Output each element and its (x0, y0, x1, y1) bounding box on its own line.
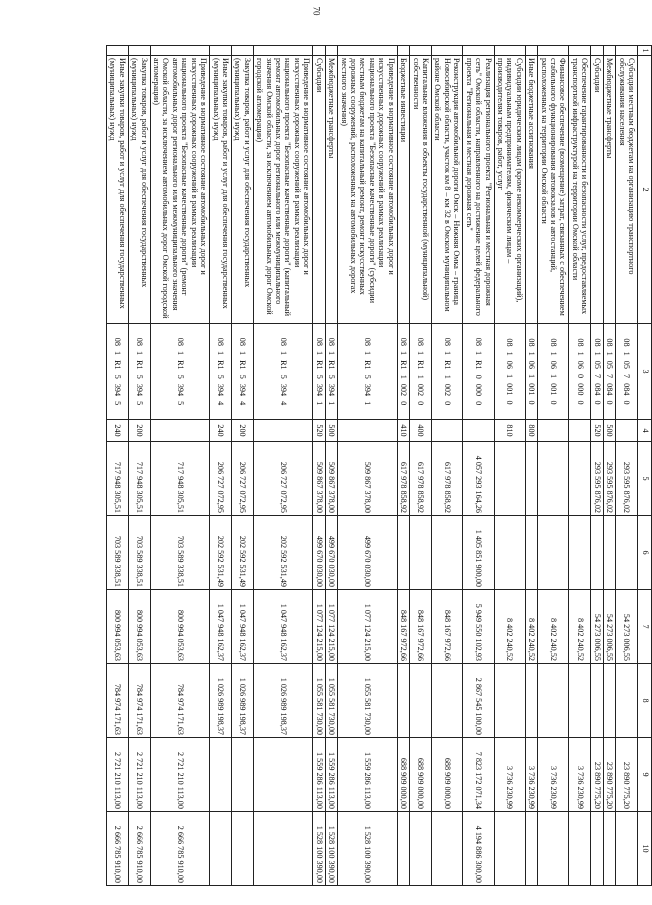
row-c4 (150, 420, 210, 442)
table-row (150, 46, 210, 886)
row-c10 (591, 812, 603, 886)
row-name: Обеспечение гарантированности и безопасности услуг, предоставляемых транспортной инфраструктурой на территории Омской области (569, 56, 591, 324)
col-num-5: 5 (638, 442, 652, 516)
col-num-3: 3 (638, 324, 652, 420)
row-c5: 293 595 876,02 (616, 442, 638, 516)
page-number: 70 (311, 6, 322, 16)
row-c5 (538, 442, 569, 516)
row-c9: 23 890 775,20 (591, 738, 603, 812)
row-c7: 1 047 948 162,37 (210, 590, 232, 664)
row-name: Межбюджетные трансферты (325, 56, 337, 324)
col-num-8: 8 (638, 664, 652, 738)
row-c10 (494, 812, 525, 886)
first-cell (616, 46, 638, 56)
row-c4 (463, 420, 494, 442)
row-c6: 202 592 531,49 (253, 516, 313, 590)
row-c7: 800 994 053,63 (128, 590, 150, 664)
row-c5: 717 948 305,51 (106, 442, 128, 516)
first-cell (538, 46, 569, 56)
first-cell (463, 46, 494, 56)
row-c8: 1 026 989 198,37 (253, 664, 313, 738)
row-c7: 8 402 240,52 (494, 590, 525, 664)
row-c8: 784 974 171,63 (106, 664, 128, 738)
row-c5: 206 727 072,95 (253, 442, 313, 516)
row-c9 (231, 738, 253, 812)
row-code: 08 1 05 7 084 0 (603, 324, 615, 420)
row-c4: 520 (313, 420, 325, 442)
row-c6: 202 592 531,49 (210, 516, 232, 590)
row-c8: 1 055 581 730,00 (313, 664, 325, 738)
row-c9: 2 721 210 113,00 (150, 738, 210, 812)
row-code: 08 1 R1 1 002 0 (397, 324, 409, 420)
row-c4: 810 (494, 420, 525, 442)
table-row (253, 46, 313, 886)
col-num-7: 7 (638, 590, 652, 664)
row-c4: 240 (106, 420, 128, 442)
row-c7: 848 167 972,66 (397, 590, 409, 664)
row-c10 (253, 812, 313, 886)
table-row (538, 46, 569, 886)
row-c6: 499 670 030,00 (325, 516, 337, 590)
row-c7: 800 994 053,63 (106, 590, 128, 664)
row-c4: 200 (231, 420, 253, 442)
row-code: 08 1 06 0 000 0 (569, 324, 591, 420)
row-name: Субсидии (313, 56, 325, 324)
row-c8: 1 026 989 198,37 (231, 664, 253, 738)
first-cell (106, 46, 128, 56)
row-c9: 3 736 230,99 (494, 738, 525, 812)
row-name: Иные бюджетные ассигнования (525, 56, 537, 324)
row-c7: 8 402 240,52 (569, 590, 591, 664)
table-row (231, 46, 253, 886)
row-c7: 1 077 124 215,00 (325, 590, 337, 664)
row-code: 08 1 R1 5 394 4 (231, 324, 253, 420)
row-c10 (231, 812, 253, 886)
row-c8 (591, 664, 603, 738)
row-code: 08 1 R1 5 394 1 (325, 324, 337, 420)
row-c6: 1 405 851 900,00 (463, 516, 494, 590)
row-c5: 206 727 072,95 (210, 442, 232, 516)
row-c4: 500 (603, 420, 615, 442)
row-c5 (569, 442, 591, 516)
row-c9: 23 890 775,20 (603, 738, 615, 812)
row-c9: 688 909 000,00 (410, 738, 432, 812)
row-c5: 717 948 305,51 (128, 442, 150, 516)
row-c8: 784 974 171,63 (150, 664, 210, 738)
row-c4 (569, 420, 591, 442)
row-c9: 2 721 210 113,00 (106, 738, 128, 812)
table-row (431, 46, 462, 886)
first-cell (410, 46, 432, 56)
row-name: Финансовое обеспечение (возмещение) затрат, связанных с обеспечением стабильного функционирования автовокзалов и автостанций, расположенных на территории Омской области (538, 56, 569, 324)
row-c4: 400 (410, 420, 432, 442)
first-cell (525, 46, 537, 56)
row-c10: 1 528 100 390,00 (325, 812, 337, 886)
table-row (494, 46, 525, 886)
first-cell (313, 46, 325, 56)
row-c10 (525, 812, 537, 886)
row-c10 (397, 812, 409, 886)
table-row (106, 46, 128, 886)
row-c7: 1 047 948 162,37 (231, 590, 253, 664)
row-c8 (525, 664, 537, 738)
row-c5: 293 595 876,02 (603, 442, 615, 516)
row-c7: 5 949 550 102,93 (463, 590, 494, 664)
row-code: 08 1 06 1 001 0 (538, 324, 569, 420)
first-cell (338, 46, 398, 56)
row-c4 (253, 420, 313, 442)
row-c7: 848 167 972,66 (431, 590, 462, 664)
row-c7: 800 994 053,63 (150, 590, 210, 664)
row-c4 (616, 420, 638, 442)
row-name: Капитальные вложения в объекты государственной (муниципальной) собственности (410, 56, 432, 324)
row-c9: 688 909 000,00 (397, 738, 409, 812)
row-c9: 1 559 286 113,00 (325, 738, 337, 812)
row-c4 (431, 420, 462, 442)
table-row (591, 46, 603, 886)
row-c6: 703 589 338,51 (150, 516, 210, 590)
row-code: 08 1 R1 5 394 5 (128, 324, 150, 420)
row-c6 (431, 516, 462, 590)
row-c5: 4 057 293 164,26 (463, 442, 494, 516)
table-row (313, 46, 325, 886)
row-c4: 800 (525, 420, 537, 442)
row-code: 08 1 R1 5 394 4 (210, 324, 232, 420)
first-cell (231, 46, 253, 56)
row-c5: 509 867 378,00 (338, 442, 398, 516)
row-c6 (525, 516, 537, 590)
row-c7: 1 047 948 162,37 (253, 590, 313, 664)
row-c8 (494, 664, 525, 738)
row-c7: 1 077 124 215,00 (338, 590, 398, 664)
table-row (603, 46, 615, 886)
row-name: Приведение в нормативное состояние автомобильных дорог и искусственных дорожных сооружений в рамках реализации национального проекта "Безопасные качественные дороги" (ремонт автомобильных дорог регионального или межмуниципального значения Омской области, за исключением автомобильных дорог Омской городской агломерации) (150, 56, 210, 324)
first-cell (150, 46, 210, 56)
row-c5: 717 948 305,51 (150, 442, 210, 516)
row-c9: 3 736 230,99 (569, 738, 591, 812)
row-c6 (397, 516, 409, 590)
row-c6 (569, 516, 591, 590)
row-c7: 8 402 240,52 (525, 590, 537, 664)
row-name: Закупка товаров, работ и услуг для обеспечения государственных (муниципальных) нужд (231, 56, 253, 324)
row-c4: 200 (128, 420, 150, 442)
row-c8: 2 867 545 100,00 (463, 664, 494, 738)
row-c9: 3 736 230,99 (538, 738, 569, 812)
row-c4 (338, 420, 398, 442)
row-c10 (538, 812, 569, 886)
table-row (569, 46, 591, 886)
row-c4: 240 (210, 420, 232, 442)
row-c8 (603, 664, 615, 738)
row-c8: 1 055 581 730,00 (325, 664, 337, 738)
row-c9 (253, 738, 313, 812)
row-name: Иные закупки товаров, работ и услуг для обеспечения государственных (муниципальных) нужд (106, 56, 128, 324)
row-code: 08 1 R1 5 394 1 (313, 324, 325, 420)
row-c5 (525, 442, 537, 516)
row-c4: 500 (325, 420, 337, 442)
row-c6 (591, 516, 603, 590)
row-c9: 688 909 000,00 (431, 738, 462, 812)
row-c5: 293 595 876,02 (591, 442, 603, 516)
col-num-1: 1 (638, 46, 652, 56)
row-c5: 617 978 858,92 (397, 442, 409, 516)
row-c5: 206 727 072,95 (231, 442, 253, 516)
col-num-4: 4 (638, 420, 652, 442)
first-cell (603, 46, 615, 56)
row-c5: 617 978 858,92 (431, 442, 462, 516)
table-row (128, 46, 150, 886)
rotated-sheet (52, 45, 652, 885)
table-row (338, 46, 398, 886)
row-c7: 54 273 006,55 (603, 590, 615, 664)
row-code: 08 1 05 7 084 0 (616, 324, 638, 420)
table-row (210, 46, 232, 886)
row-code: 08 1 R1 5 394 4 (253, 324, 313, 420)
row-c6: 202 592 531,49 (231, 516, 253, 590)
row-c10: 2 666 785 910,00 (106, 812, 128, 886)
table-row (463, 46, 494, 886)
row-c8 (397, 664, 409, 738)
row-c7: 8 402 240,52 (538, 590, 569, 664)
row-c9: 23 890 775,20 (616, 738, 638, 812)
row-c10 (616, 812, 638, 886)
row-c10 (210, 812, 232, 886)
row-c7: 1 077 124 215,00 (313, 590, 325, 664)
row-c7: 54 273 006,55 (616, 590, 638, 664)
table-row (397, 46, 409, 886)
row-c6 (538, 516, 569, 590)
row-code: 08 1 R1 0 000 0 (463, 324, 494, 420)
row-name: Закупка товаров, работ и услуг для обеспечения государственных (муниципальных) нужд (128, 56, 150, 324)
row-name: Приведение в нормативное состояние автомобильных дорог и искусственных дорожных сооружений в рамках реализации национального проекта "Безопасные качественные дороги" (субсидии местным бюджетам на капитальный ремонт, ремонт искусственных дорожных сооружений, расположенных на автомобильных дорогах местного значения) (338, 56, 398, 324)
row-c5 (494, 442, 525, 516)
row-name: Иные закупки товаров, работ и услуг для обеспечения государственных (муниципальных) нужд (210, 56, 232, 324)
row-c9: 7 823 172 071,34 (463, 738, 494, 812)
col-num-9: 9 (638, 738, 652, 812)
first-cell (494, 46, 525, 56)
row-code: 08 1 06 1 001 0 (494, 324, 525, 420)
row-c10: 2 666 785 910,00 (150, 812, 210, 886)
col-num-6: 6 (638, 516, 652, 590)
first-cell (591, 46, 603, 56)
budget-table (106, 45, 652, 886)
row-code: 08 1 R1 1 002 0 (410, 324, 432, 420)
row-c4: 410 (397, 420, 409, 442)
row-c6 (494, 516, 525, 590)
row-code: 08 1 R1 5 394 1 (338, 324, 398, 420)
table-row (325, 46, 337, 886)
table-row (410, 46, 432, 886)
first-cell (210, 46, 232, 56)
first-cell (128, 46, 150, 56)
row-c10 (569, 812, 591, 886)
table-row (616, 46, 638, 886)
row-name: Приведение в нормативное состояние автомобильных дорог и искусственных дорожных сооружений в рамках реализации национального проекта "Безопасные качественные дороги" (капитальный ремонт автомобильных дорог регионального или межмуниципального значения Омской области, за исключением автомобильных дорог Омской городской агломерации) (253, 56, 313, 324)
row-c6: 499 670 030,00 (338, 516, 398, 590)
row-c9: 3 736 230,99 (525, 738, 537, 812)
row-code: 08 1 06 1 001 0 (525, 324, 537, 420)
row-c8: 1 026 989 198,37 (210, 664, 232, 738)
row-c6 (616, 516, 638, 590)
first-cell (253, 46, 313, 56)
first-cell (569, 46, 591, 56)
row-c8 (431, 664, 462, 738)
table-row (525, 46, 537, 886)
row-name: Субсидии (591, 56, 603, 324)
row-c9: 1 559 286 113,00 (338, 738, 398, 812)
row-c10 (603, 812, 615, 886)
row-c8 (538, 664, 569, 738)
row-c5: 509 867 378,00 (325, 442, 337, 516)
row-c9: 1 559 286 113,00 (313, 738, 325, 812)
row-name: Межбюджетные трансферты (603, 56, 615, 324)
row-c10: 1 528 100 390,00 (338, 812, 398, 886)
column-number-row (638, 46, 652, 886)
row-code: 08 1 05 7 084 0 (591, 324, 603, 420)
row-c8: 1 055 581 730,00 (338, 664, 398, 738)
row-name: Реконструкция автомобильной дороги Омск – Нижняя Омка – граница Новосибирской области, участок км 8 – км 32 в Омском муниципальном районе Омской области (431, 56, 462, 324)
row-name: Субсидии местным бюджетам на организацию транспортного обслуживания населения (616, 56, 638, 324)
row-c6 (410, 516, 432, 590)
row-c9: 2 721 210 113,00 (128, 738, 150, 812)
first-cell (431, 46, 462, 56)
row-code: 08 1 R1 1 002 0 (431, 324, 462, 420)
table-body (106, 46, 637, 886)
row-c6: 703 589 338,51 (128, 516, 150, 590)
row-c5: 617 978 858,92 (410, 442, 432, 516)
row-name: Реализация регионального проекта "Региональная и местная дорожная сеть" Омской области, направленного на достижение целей федерального проекта "Региональная и местная дорожная сеть" (463, 56, 494, 324)
row-c8 (569, 664, 591, 738)
row-c7: 848 167 972,66 (410, 590, 432, 664)
row-name: Бюджетные инвестиции (397, 56, 409, 324)
row-c8: 784 974 171,63 (128, 664, 150, 738)
row-c10: 2 666 785 910,00 (128, 812, 150, 886)
row-c9 (210, 738, 232, 812)
row-c10: 1 528 100 390,00 (313, 812, 325, 886)
row-c8 (410, 664, 432, 738)
col-num-2: 2 (638, 56, 652, 324)
row-code: 08 1 R1 5 394 5 (106, 324, 128, 420)
row-c10: 4 194 886 300,00 (463, 812, 494, 886)
row-name: Субсидии юридическим лицам (кроме некоммерческих организаций), индивидуальным предпринимателям, физическим лицам – производителям товаров, работ, услуг (494, 56, 525, 324)
row-c10 (410, 812, 432, 886)
row-c8 (616, 664, 638, 738)
first-cell (325, 46, 337, 56)
row-c6: 703 589 338,51 (106, 516, 128, 590)
row-c7: 54 273 006,55 (591, 590, 603, 664)
row-c6 (603, 516, 615, 590)
col-num-10: 10 (638, 812, 652, 886)
row-c4 (538, 420, 569, 442)
row-c4: 520 (591, 420, 603, 442)
row-code: 08 1 R1 5 394 5 (150, 324, 210, 420)
row-c10 (431, 812, 462, 886)
first-cell (397, 46, 409, 56)
row-c5: 509 867 378,00 (313, 442, 325, 516)
row-c6: 499 670 030,00 (313, 516, 325, 590)
